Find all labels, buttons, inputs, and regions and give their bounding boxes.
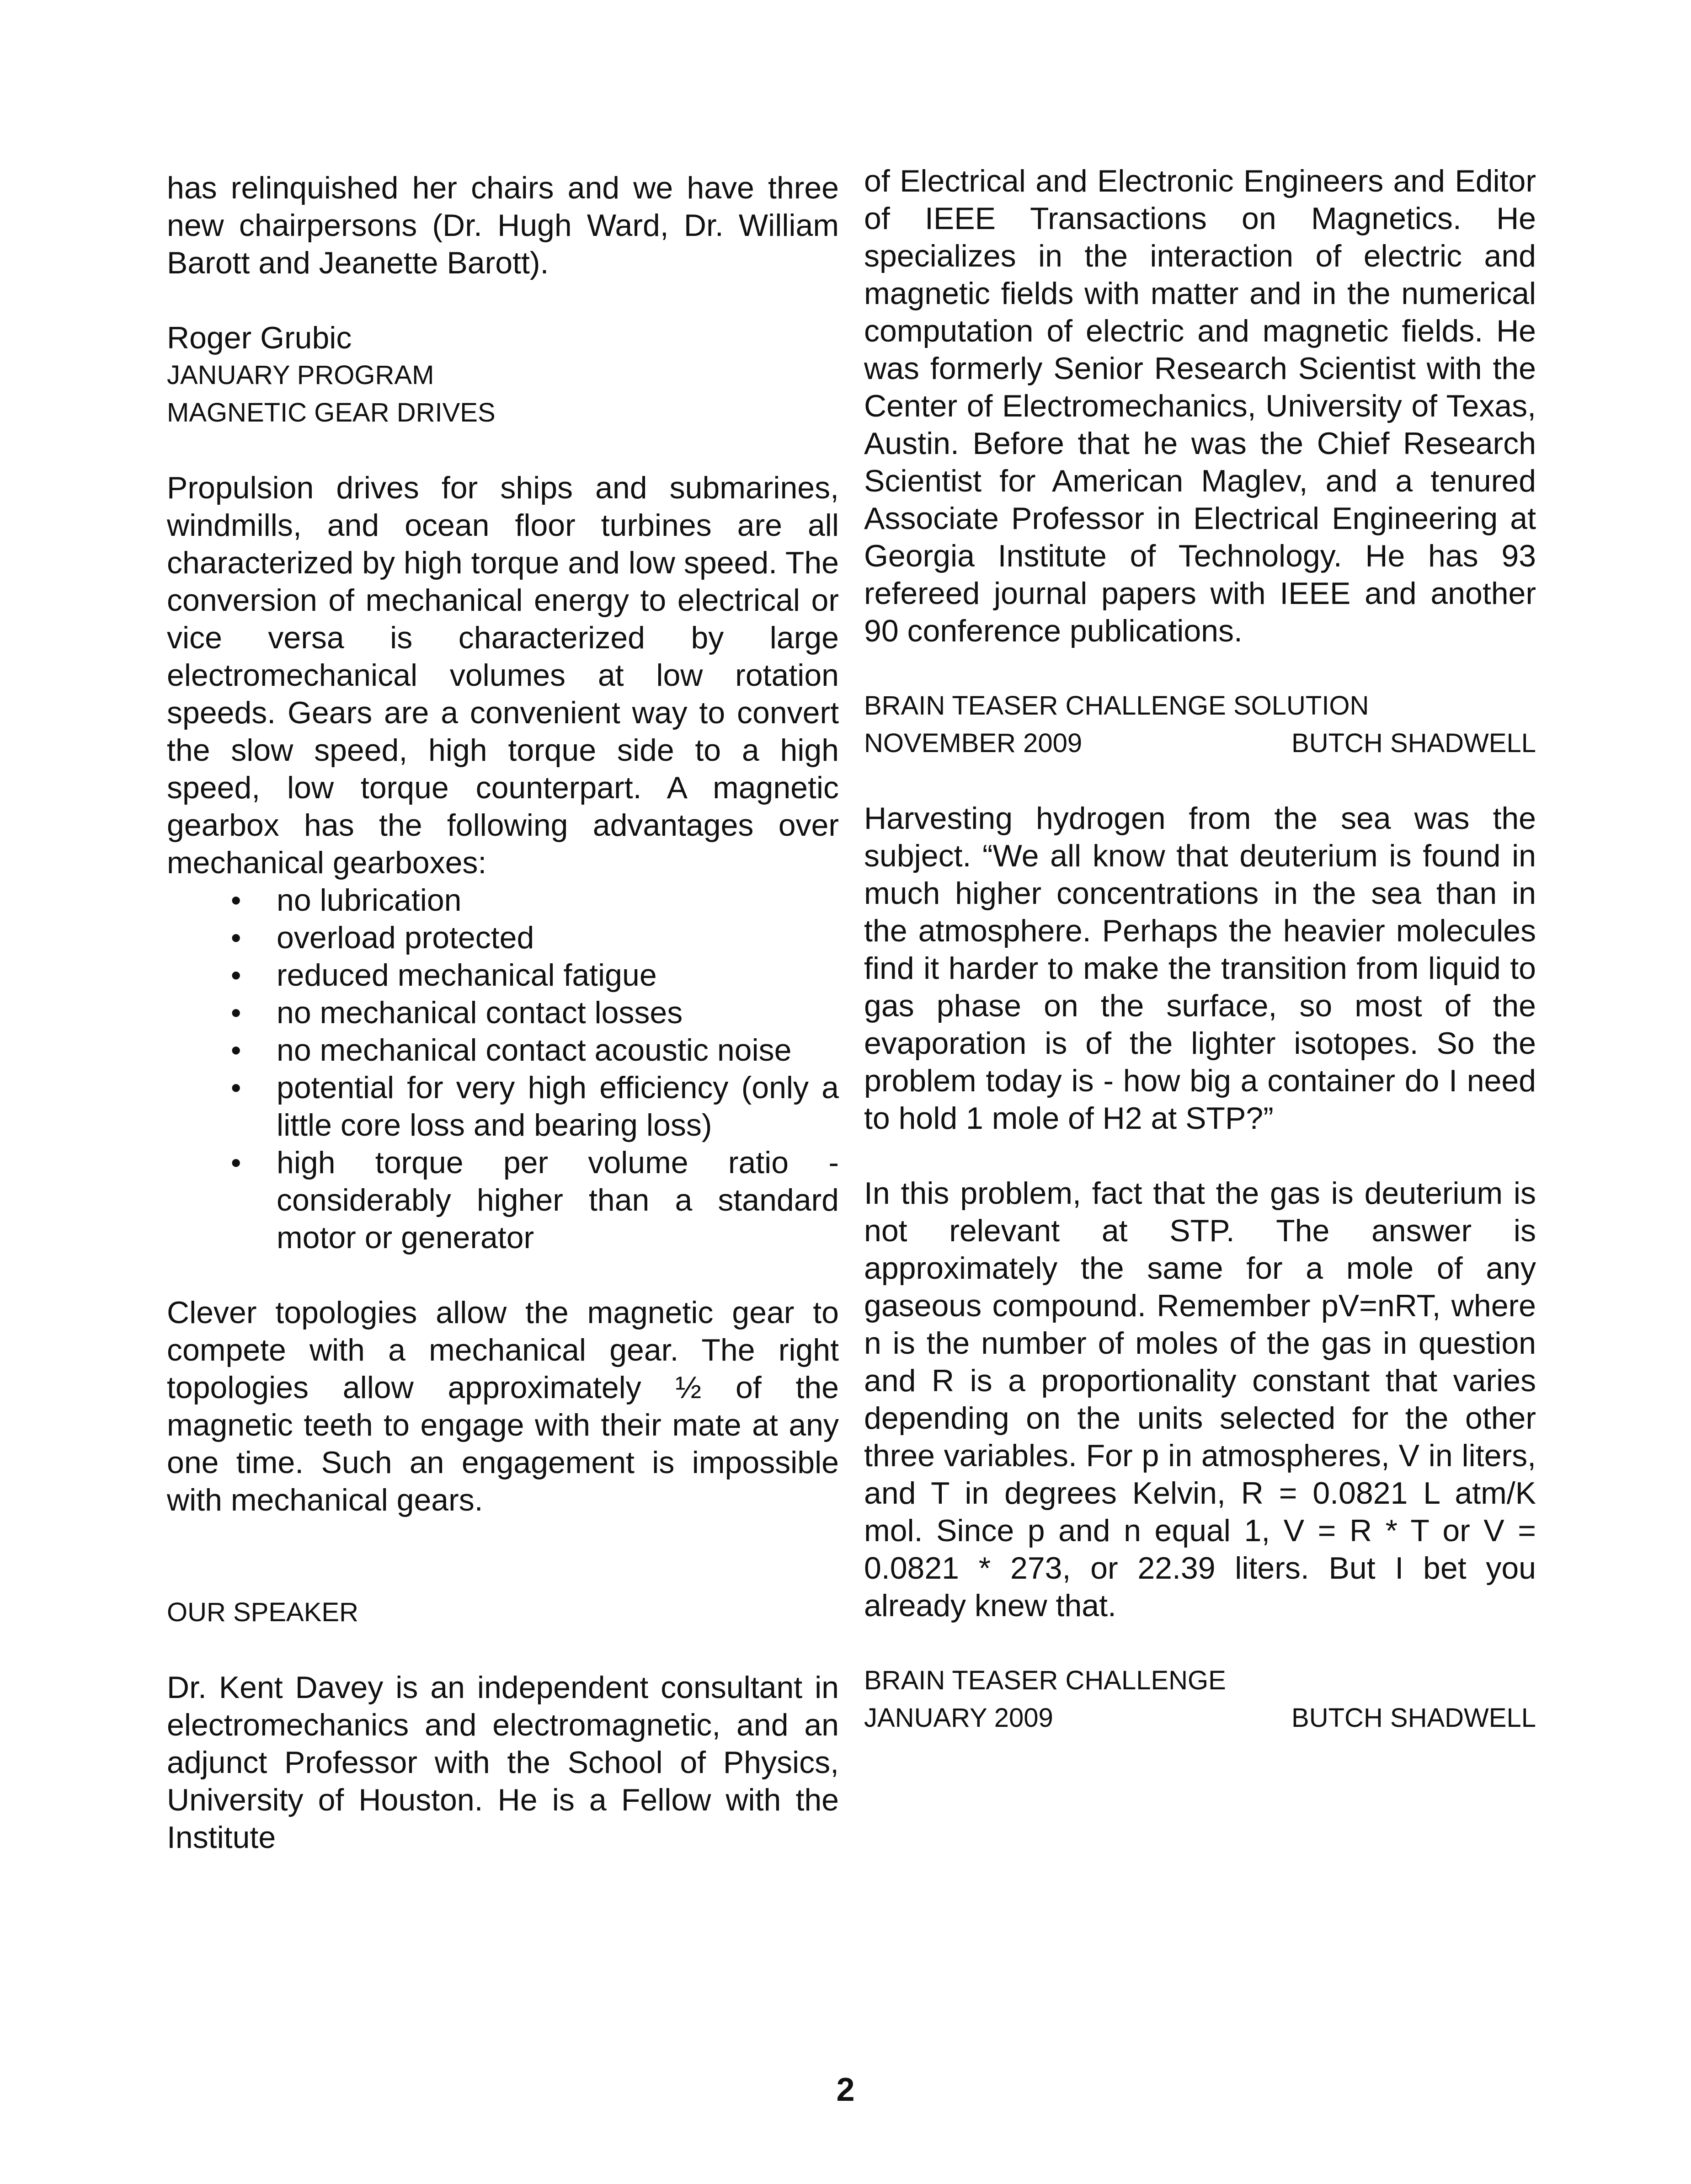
solution-byline [864, 725, 1536, 762]
speaker-heading: OUR SPEAKER [167, 1597, 358, 1627]
topologies-paragraph: Clever topologies allow the magnetic gear to compete with a mechanical gear. The right topologies allow approximately ½ of the magnetic teeth to engage with their mate at any one time. Such an engagement is impossible with mechanical gears. [167, 1295, 839, 1517]
challenge-author: BUTCH SHADWELL [1291, 1703, 1536, 1733]
program-label: JANUARY PROGRAM [167, 360, 434, 390]
page-number: 2 [836, 2072, 855, 2108]
advantages-list [167, 881, 839, 1256]
list-item: • no mechanical contact losses [277, 994, 839, 1031]
left-column [167, 169, 839, 1856]
spacer [167, 1631, 839, 1669]
propulsion-paragraph: Propulsion drives for ships and submarines, windmills, and ocean floor turbines are all characterized by high torque and low speed. The conversion of mechanical energy to electrical or vice versa is characterized by large electromechanical volumes at low rotation speeds. Gears are a convenient way to convert the slow speed, high torque side to a high speed, low torque counterpart. A magnetic gearbox has the following advantages over mechanical gearboxes: [167, 470, 839, 880]
list-item: • no lubrication [277, 881, 839, 919]
spacer [167, 432, 839, 469]
speaker-paragraph: Dr. Kent Davey is an independent consultant in electromechanics and electromagnetic, and an adjunct Professor with the School of Physics, University of Houston. He is a Fellow with the Institute [167, 1670, 839, 1855]
author-name: Roger Grubic [167, 320, 352, 355]
speaker-continued-paragraph: of Electrical and Electronic Engineers and Editor of IEEE Transactions on Magnetics. He specializes in the interaction of electric and magnetic fields with matter and in the numerical computation of electric and magnetic fields. He was formerly Senior Research Scientist with the Center of Electromechanics, University of Texas, Austin. Before that he was the Chief Research Scientist for American Maglev, and a tenured Associate Professor in Electrical Engineering at Georgia Institute of Technology. He has 93 refereed journal papers with IEEE and another 90 conference publications. [864, 164, 1536, 648]
spacer [864, 762, 1536, 800]
challenge-heading: BRAIN TEASER CHALLENGE [864, 1666, 1226, 1695]
list-item: • no mechanical contact acoustic noise [277, 1031, 839, 1069]
spacer [864, 1137, 1536, 1175]
list-item: • high torque per volume ratio - considerably higher than a standard motor or generator [277, 1144, 839, 1256]
list-item: • reduced mechanical fatigue [277, 956, 839, 994]
solution-author: BUTCH SHADWELL [1291, 728, 1536, 758]
challenge-byline [864, 1699, 1536, 1737]
harvesting-paragraph: Harvesting hydrogen from the sea was the subject. “We all know that deuterium is found in much higher concentrations in the sea than in the atmosphere. Perhaps the heavier molecules find it harder to make the transition from liquid to gas phase on the surface, so most of the evaporation is of the lighter isotopes. So the problem today is - how big a container do I need to hold 1 mole of H2 at STP?” [864, 801, 1536, 1136]
spacer [864, 650, 1536, 687]
list-item: • potential for very high efficiency (only a little core loss and bearing loss) [277, 1069, 839, 1144]
solution-date: NOVEMBER 2009 [864, 728, 1083, 758]
spacer [167, 282, 839, 319]
answer-paragraph: In this problem, fact that the gas is deuterium is not relevant at STP. The answer is approximately the same for a mole of any gaseous compound. Remember pV=nRT, where n is the number of moles of the gas in question and R is a proportionality constant that varies depending on the units selected for the other three variables. For p in atmospheres, V in liters, and T in degrees Kelvin, R = 0.0821 L atm/K mol. Since p and n equal 1, V = R * T or V = 0.0821 * 273, or 22.39 liters. But I bet you already knew that. [864, 1176, 1536, 1623]
right-column [864, 162, 1536, 1737]
solution-heading: BRAIN TEASER CHALLENGE SOLUTION [864, 691, 1369, 721]
spacer [167, 1519, 839, 1594]
spacer [864, 1624, 1536, 1662]
program-title: MAGNETIC GEAR DRIVES [167, 398, 496, 427]
spacer [167, 1256, 839, 1294]
intro-paragraph: has relinquished her chairs and we have three new chairpersons (Dr. Hugh Ward, Dr. William Barott and Jeanette Barott). [167, 171, 839, 280]
list-item: • overload protected [277, 919, 839, 956]
challenge-date: JANUARY 2009 [864, 1703, 1053, 1733]
